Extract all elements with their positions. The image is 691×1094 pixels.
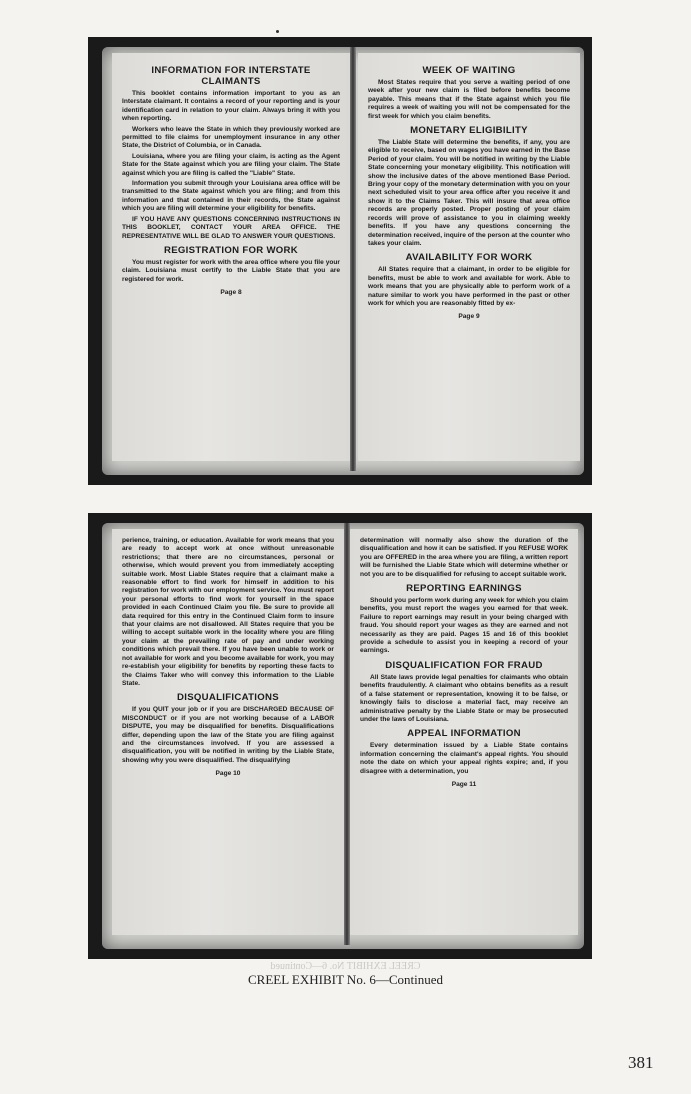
paragraph: Should you perform work during any week for which you claim benefits, you must report the wages you earned for that week. Failure to report earnings may result in your being charged with fraud. You should report your wages as they are earned and not necessarily as they are paid. Pages 15 and 16 of this booklet provide a schedule to assist you in keeping a record of your earnings.	[360, 597, 568, 655]
paragraph: perience, training, or education. Available for work means that you are ready to accept work at once without unreasonable restrictions; that there are no circumstances, personal or otherwise, which would prevent you from immediately accepting suitable work. Most Liable States require that a claimant make a reasonable effort to find work for himself in addition to his registration for work with our employment service. You must report your personal efforts to find work for yourself in the space provided in each Continued Claim you file. Be sure to provide all data required for this entry in the Continued Claim form to insure that your claims are not disallowed. All States require that you be willing to accept suitable work in the locality where you are filing your claim at the prevailing rate of pay and under working conditions which prevail there. If you have been unable to work or not available for work and you become available for work, you may re-establish your eligibility for benefits by reporting these facts to the Claims Taker who will convey this information to the Liable State.	[122, 537, 334, 687]
bleed-through-caption: CREEL EXHIBIT No. 6—Continued	[270, 961, 421, 972]
paragraph: This booklet contains information important to you as an Interstate claimant. It contains a record of your reporting and is your identification card in relation to your claim. Always bring it with you when reporting.	[122, 90, 340, 123]
heading-week-of-waiting: WEEK OF WAITING	[422, 65, 516, 76]
heading-registration: REGISTRATION FOR WORK	[163, 244, 299, 256]
heading-monetary-eligibility: MONETARY ELIGIBILITY	[410, 125, 528, 137]
page-number: 381	[628, 1053, 654, 1072]
paragraph: Workers who leave the State in which they previously worked are permitted to file claims for unemployment insurance in any other State, the District of Columbia, or in Canada.	[122, 125, 340, 150]
booklet-page-11	[350, 529, 578, 935]
photo-bottom-spread	[88, 513, 592, 959]
paragraph: Every determination issued by a Liable State contains information concerning the claimant's appeal rights. You should note the date on which your appeal rights expire; and, if you disagree with a determination, you	[360, 742, 568, 775]
heading-availability: AVAILABILITY FOR WORK	[405, 252, 533, 264]
heading-interstate: INFORMATION FOR INTERSTATE CLAIMANTS	[151, 65, 311, 87]
booklet	[102, 523, 584, 949]
booklet-page-number: Page 10	[215, 770, 241, 778]
paragraph: You must register for work with the area office where you file your claim. Louisiana must certify to the Liable State that you are registered for work.	[122, 258, 340, 283]
paragraph: Information you submit through your Louisiana area office will be transmitted to the State against which you are filing; and from this information and that contained in their records, the State against which you are filing will determine your eligibility for benefits.	[122, 180, 340, 213]
paragraph: If you QUIT your job or if you are DISCHARGED BECAUSE OF MISCONDUCT or if you are not working because of a LABOR DISPUTE, you may be disqualified for benefits. Disqualifications differ, depending upon the law of the State you are filing against and the circumstances involved. If you are assessed a disqualification, you will be notified in writing by the Liable State, showing why you were disqualified. The disqualifying	[122, 706, 334, 764]
exhibit-caption: CREEL EXHIBIT No. 6—Continued	[248, 972, 443, 987]
booklet-page-8	[112, 53, 350, 461]
speck	[276, 30, 279, 33]
paragraph: Most States require that you serve a waiting period of one week after your new claim is filed before benefits become payable. This means that if the State against which you file requires a week of waiting you will not be compensated for the first week for which you claim benefits.	[368, 79, 570, 120]
paragraph: The Liable State will determine the benefits, if any, you are eligible to receive, based on wages you have earned in the Base Period of your claim. You will be notified in writing by the Liable State concerning your monetary eligibility. This notification will show the inclusive dates of the above mentioned Base Period. Bring your copy of the monetary determination with you on your next scheduled visit to your area office after you receive it and show it to the Claims Taker. This will insure that area office records are properly posted. Proper posting of your claim records will prove of assistance to you in claiming weekly benefits. If you have any questions concerning the determination received, inquire of the person at the counter who takes your claim.	[368, 139, 570, 247]
booklet-page-number: Page 9	[458, 313, 480, 321]
booklet	[102, 47, 584, 475]
paragraph: All State laws provide legal penalties for claimants who obtain benefits fraudulently. A claimant who obtains benefits as a result of a false statement or representation, knowing it to be false, or knowingly fails to disclose a material fact, may receive an administrative penalty by the Liable State or may be prosecuted under the laws of Louisiana.	[360, 673, 568, 723]
paragraph-caps: IF YOU HAVE ANY QUESTIONS CONCERNING INSTRUCTIONS IN THIS BOOKLET, CONTACT YOUR AREA OFFICE. THE REPRESENTATIVE WILL BE GLAD TO ANSWER YOUR QUESTIONS.	[122, 215, 340, 240]
paragraph: All States require that a claimant, in order to be eligible for benefits, must be able to work and available for work. Able to work means that you are physically able to perform work of a nature similar to work you have performed in the past or other work for which you are reasonably fitted by ex-	[368, 266, 570, 307]
booklet-page-number: Page 11	[451, 780, 477, 788]
heading-reporting-earnings: REPORTING EARNINGS	[406, 583, 522, 595]
paragraph: determination will normally also show the duration of the disqualification and how it can be satisfied. If you REFUSE WORK you are OFFERED in the area where you are filing, a written report will be furnished the Liable State which will determine whether or not you are to be disqualified for refusing to accept suitable work.	[360, 537, 568, 578]
paragraph: Louisiana, where you are filing your claim, is acting as the Agent State for the State against which you are filing your claim. The State against which you are filing is called the "Liable" State.	[122, 152, 340, 177]
heading-disqualifications: DISQUALIFICATIONS	[177, 692, 279, 704]
booklet-page-9	[358, 53, 580, 461]
heading-appeal: APPEAL INFORMATION	[407, 728, 521, 740]
booklet-spine	[350, 47, 356, 471]
booklet-page-number: Page 8	[220, 289, 242, 297]
photo-top-spread	[88, 37, 592, 485]
booklet-page-10	[112, 529, 344, 935]
heading-fraud: DISQUALIFICATION FOR FRAUD	[385, 659, 543, 671]
